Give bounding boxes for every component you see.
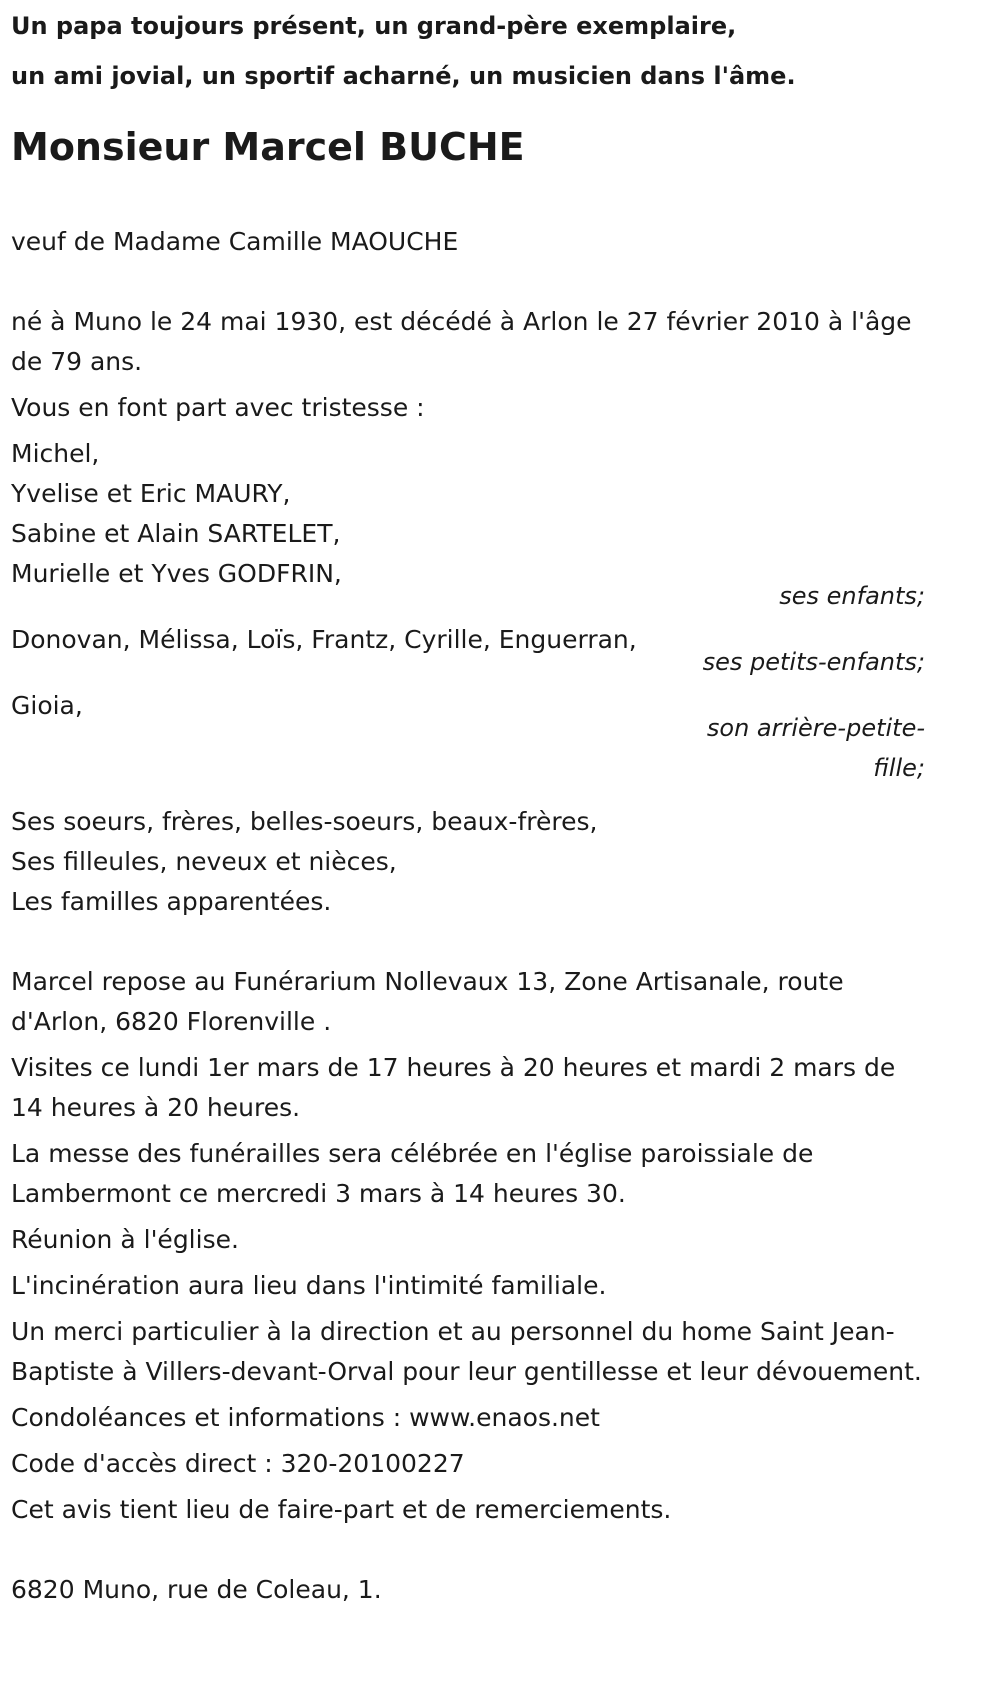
announce-line: Vous en font part avec tristesse :	[11, 393, 425, 422]
access-code-paragraph: Code d'accès direct : 320-20100227	[11, 1449, 465, 1478]
family-entry: Les familles apparentées.	[11, 887, 332, 916]
thanks-paragraph: Un merci particulier à la direction et au personnel du home Saint Jean-Baptiste à Villers-devant-Orval pour leur gentillesse et leur dévouement.	[11, 1317, 922, 1386]
mass-paragraph: La messe des funérailles sera célébrée en l'église paroissiale de Lambermont ce mercredi 3 mars à 14 heures 30.	[11, 1139, 814, 1208]
grandchildren-label: ses petits-enfants;	[702, 648, 925, 676]
children-list	[11, 434, 925, 594]
family-entry: Ses soeurs, frères, belles-soeurs, beaux-frères,	[11, 807, 598, 836]
child-entry: Yvelise et Eric MAURY,	[11, 479, 291, 508]
visits-paragraph: Visites ce lundi 1er mars de 17 heures à 20 heures et mardi 2 mars de 14 heures à 20 heures.	[11, 1053, 896, 1122]
notice-paragraph: Cet avis tient lieu de faire-part et de remerciements.	[11, 1495, 672, 1524]
family-entry: Ses filleules, neveux et nièces,	[11, 847, 397, 876]
deceased-name: Monsieur Marcel BUCHE	[11, 125, 525, 169]
child-entry: Michel,	[11, 439, 100, 468]
cremation-paragraph: L'incinération aura lieu dans l'intimité familiale.	[11, 1271, 607, 1300]
great-grandchild-label-wrap	[11, 708, 925, 788]
great-grandchild-line: Gioia,	[11, 691, 83, 720]
address-line: 6820 Muno, rue de Coleau, 1.	[11, 1575, 382, 1604]
condolences-paragraph: Condoléances et informations : www.enaos.net	[11, 1403, 600, 1432]
motto-line-2: un ami jovial, un sportif acharné, un musicien dans l'âme.	[11, 62, 796, 90]
great-grandchild-label: son arrière-petite-fille;	[706, 714, 925, 782]
widower-line: veuf de Madame Camille MAOUCHE	[11, 227, 459, 256]
child-entry: Sabine et Alain SARTELET,	[11, 519, 341, 548]
family-list	[11, 802, 925, 922]
grandchildren-line: Donovan, Mélissa, Loïs, Frantz, Cyrille, Enguerran,	[11, 625, 637, 654]
motto-line-1: Un papa toujours présent, un grand-père exemplaire,	[11, 12, 737, 40]
child-entry: Murielle et Yves GODFRIN,	[11, 559, 342, 588]
children-label: ses enfants;	[779, 582, 925, 610]
birth-death-line: né à Muno le 24 mai 1930, est décédé à Arlon le 27 février 2010 à l'âge de 79 ans.	[11, 307, 912, 376]
repose-paragraph: Marcel repose au Funérarium Nollevaux 13, Zone Artisanale, route d'Arlon, 6820 Florenville .	[11, 967, 844, 1036]
meeting-paragraph: Réunion à l'église.	[11, 1225, 239, 1254]
